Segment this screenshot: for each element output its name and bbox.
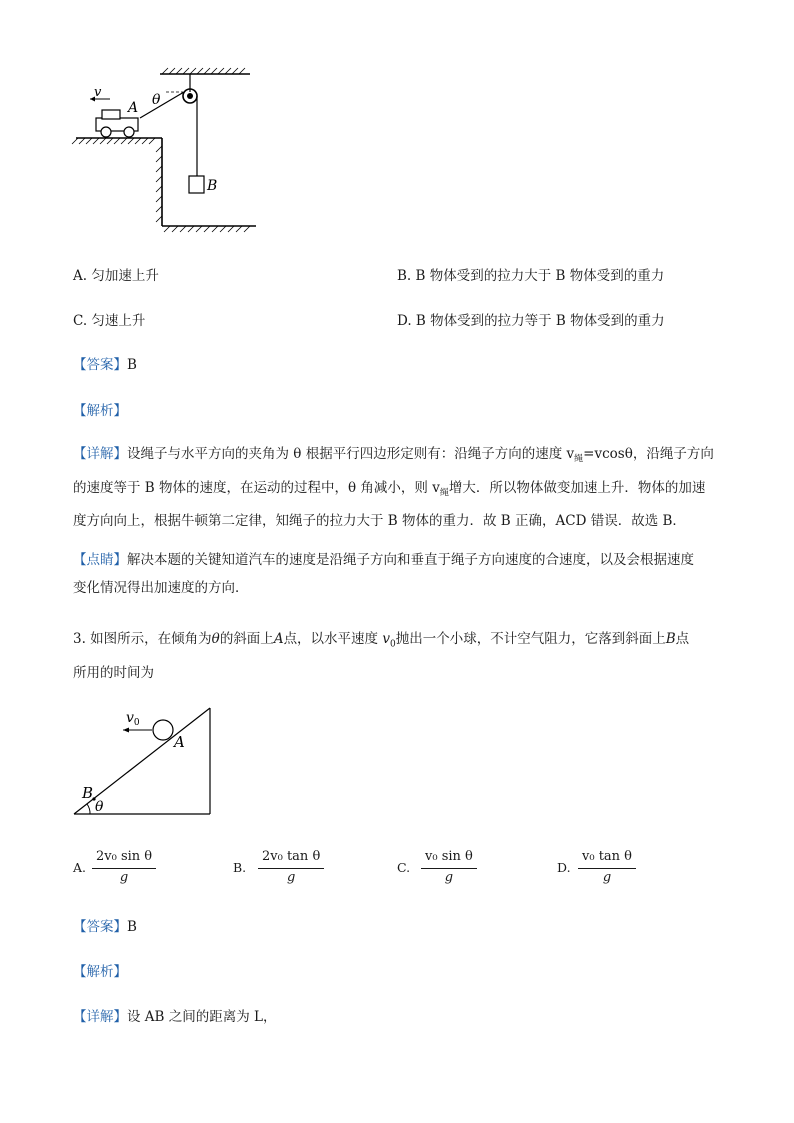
answer-tag: 【答案】 (73, 357, 127, 373)
label-b: B (82, 784, 94, 802)
label-theta: θ (95, 799, 104, 815)
q3-option-a-fraction: $\frac{\text{2v₀ sin θ}}{g}$ (92, 848, 156, 887)
q3-option-b-label: B. (233, 860, 247, 875)
figure-car-pulley (70, 66, 270, 238)
detail-paragraph: 【详解】设绳子与水平方向的夹角为 θ 根据平行四边形定则有：沿绳子方向的速度 $v_绳=vcos\theta$，沿绳子方向 的速度等于 B 物体的速度，在运动的过程中，θ 角减小，则 $v_绳$增大．所以物体做变加速上升．物体的加速 度方向向上，根据牛顿第二定律，知绳子的拉力大于 B 物体的重力．故 B 正确，ACD 错误．故选 B． (73, 446, 714, 530)
figure-incline (68, 703, 220, 821)
q3-option-d-fraction: $\frac{\text{v₀ tan θ}}{g}$ (578, 848, 636, 887)
q3-option-a-label: A. (73, 860, 87, 875)
label-v: v (94, 85, 102, 100)
label-a: A (174, 733, 185, 751)
option-b: B. B 物体受到的拉力大于 B 物体受到的重力 (397, 268, 665, 284)
q3-option-c-fraction: $\frac{\text{v₀ sin θ}}{g}$ (421, 848, 477, 887)
answer-block (73, 355, 137, 375)
label-b: B (207, 178, 218, 194)
q3-detail: 【详解】设 AB 之间的距离为 L， (73, 1009, 277, 1025)
answer-value: B (127, 357, 137, 373)
q3-option-d-label: D. (557, 860, 571, 875)
label-theta: θ (152, 92, 161, 108)
q3-answer-block: 【答案】B (73, 919, 137, 935)
block-b (189, 176, 204, 193)
q3-option-b-fraction: $\frac{\text{2v₀ tan θ}}{g}$ (258, 848, 324, 887)
option-c: C. 匀速上升 (73, 313, 146, 329)
option-d: D. B 物体受到的拉力等于 B 物体受到的重力 (397, 313, 665, 329)
ball (153, 720, 173, 740)
label-a: A (128, 100, 139, 116)
q3-option-c-label: C. (397, 860, 411, 875)
analysis-tag: 【解析】 (73, 403, 127, 419)
option-a: A. 匀加速上升 (73, 268, 159, 284)
question-3: 3. 如图所示，在倾角为θ的斜面上A点，以水平速度 $v_0$抛出一个小球，不计空气阻力，它落到斜面上B点 所用的时间为 (73, 631, 690, 681)
label-v0: $v_0$ (126, 710, 140, 728)
comment-paragraph: 【点睛】解决本题的关键知道汽车的速度是沿绳子方向和垂直于绳子方向速度的合速度，以及会根据速度 变化情况得出加速度的方向． (73, 552, 694, 596)
q3-analysis-tag: 【解析】 (73, 964, 127, 980)
